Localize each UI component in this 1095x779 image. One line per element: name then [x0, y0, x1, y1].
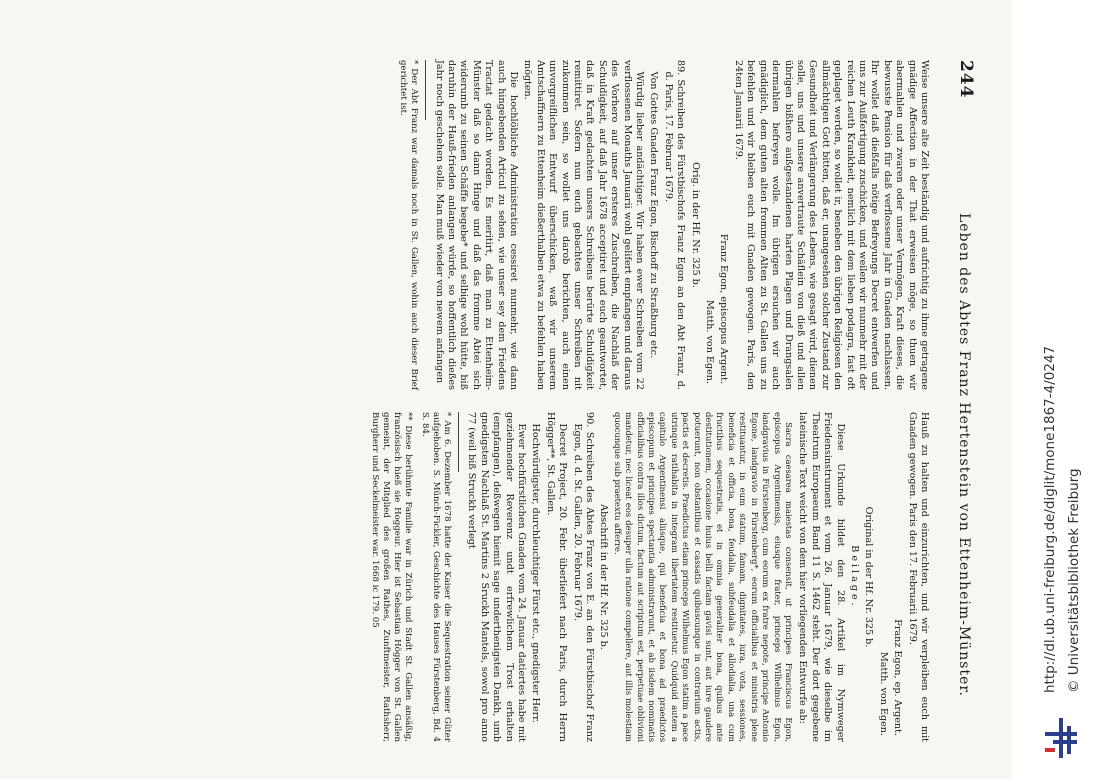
decree-note: Decret Project, 20. Febr. überliefert nach Paris, durch Herrn Högger**, St. Gallen. [544, 412, 569, 742]
running-title: Leben des Abtes Franz Hertenstein von Ettenheim-Münster. [956, 213, 972, 697]
signature: Franz Egon, episcopus Argent. [718, 233, 730, 384]
document-heading-90 [570, 412, 595, 742]
signature-secretary: Matth. von Egen. [704, 299, 716, 384]
source-note: Abschrift in der Hf. Nr. 325 b. [598, 504, 610, 650]
salutation: Hochwürdigster, durchleuchtiger Fürst etc., gnedigster Herr. [530, 423, 542, 723]
document-number: 90. [584, 412, 596, 428]
source-note: Orig. in der Hf. Nr. 325 b. [689, 162, 701, 288]
footnote: ** Diese berühmte Familie war in Zürich und Stadt St. Gallen ansäßig, französisch hieß sie Hoggeur. Hier ist Sebastian Högger von St. Gallen gemeint, der Mitglied des großen Rathes, Zunftmeister, Rathsherr, Burgherr und Seckelmeister war. 1668 ic 179. 05 [369, 412, 413, 742]
page-header [948, 60, 976, 740]
permalink-url[interactable]: http://dl.ub.uni-freiburg.de/diglit/mone1867-4/0247 [1042, 345, 1058, 693]
document-number: 89. [675, 60, 687, 76]
paragraph: Diese Urkunde bildet den 28. Artikel im Nymweger Friedensinstrument et vom 26. Januar 1679, wie dieselbe im Theatrum Europaeum Band 11 S. 1462 steht. Der dort gegebene lateinische Text weicht von dem hier vorliegenden Entwurfe ab: [797, 412, 846, 742]
ub-freiburg-logo-icon [1045, 718, 1077, 758]
paragraph: Die hochlöbliche Administration cessiret nunmehr, wie dann auch hingebenden Articul zu sehen, wie unser sey dem Friedens Tractat gedacht worden. Es meritirt, daß man zu Ettenheim-Münster daß so dann Hinge und daß das fromme Abtei sich widerumb zu seinen Schäffe begebe* und selbige wohl hütte, biß daruhin der Hauß-frieden anlangen würde, so hoffentlich dießes Jahr noch geschehen solle. Man muß wieder von newem anfangen [433, 60, 519, 390]
right-column [367, 412, 930, 742]
left-column [395, 60, 930, 390]
footnote-rule [458, 412, 459, 472]
salutation: Von Gottes Gnaden Franz Egon, Bischoff zu Straßburg etc. [648, 71, 660, 359]
signature-secretary: Matth. von Egen. [877, 651, 889, 736]
source-note: Original in der Hf. Nr. 325 b. [863, 506, 875, 648]
paragraph: Würdig lieber andächtiger. Wir haben ewer Schreiben vom 22 verflossenen Monaths Januarii wohl gelifert empfangen und daraus des Vorhero auf unser ersteres Zuschreiben, die Nachlaß der Schuldigkeit, auf daß Jahr 1678 acceptiret und euch geantwortet, daß in Kraft gedachten unsers Schreibens berürte Schuldigkeit remittiret. Sofern nun euch gebachtes unser Schreiben nit zukommen sein, so wollet uns darob berichten, auch einen unvorgreiflichen Entwurf überschicken, waß wir unserem Amtschaffnern zu Ettenheim dießerthalben etwa zu befehlen haben mögten. [522, 60, 646, 390]
section-heading: Beilage. [848, 545, 860, 609]
footnote: * Der Abt Franz war damals noch in St. Gallen, wohin auch dieser Brief gerichtet ist. [398, 60, 420, 390]
document-heading-89 [661, 60, 686, 390]
document-title: Schreiben des Fürstbischofs Franz Egon an den Abt Franz, d. d. Paris, 17. Februar 1679. [662, 71, 687, 390]
footnote: * Am 6. Dezember 1678 hatte der Kaiser die Sequestration seiner Güter aufgehoben. S. Münch-Fickler, Geschichte des Hauses Fürstenberg, Bd. 4 S. 84. [419, 412, 452, 742]
footnote-rule [425, 60, 426, 120]
latin-text: Sacra caesarea maiestas consensit, ut principes Franciscus Egon, episcopus Argentinensis, eiusque frater, princeps Wilhelmus Egon, landgravius in Fürstenberg, cum eorum ex fratre nepote, principe Antonio Egone, landgravio in Fürstenberg*, eorum officialibus et ministris plene restituantur, in eum statum, famam, dignitates, iura, vota, sessiones, beneficia et officia, bona, feudalia, subfeudalia et allodialia, una cum fructibus sequestratis, et in omnia generaliter bona, quibus ante destitutionem, occasione huius belli factam gavisi sunt, aut iure gaudere potuerunt, non obstantibus et cassatis quibuscunque in contrarium actis, pactis et decretis. Praedictus etiam princeps Wilhelmus Egon statim a pace utrinque ratihabita in integram libertatem restituetur. Quidquid autem a capitulo Argentinensi aliisque, qui beneficia et bona ad praedictos episcopum et principes spectantia administrarunt, et ab iisdem nominatis officialibus contra illos dictum, factum aut scriptum est, perpetuae oblivioni mandetur, nec liceat eos desuper ulla ratione compellere, aut illis molestiam quocunque sub praetextu afferre. [612, 412, 794, 742]
signature: Franz Egon, ep. Argent. [892, 619, 904, 736]
copyright-notice: © Universitätsbibliothek Freiburg [1066, 468, 1082, 693]
paragraph: Weise unsere alte Zeit beständig und aufrichtig zu ihme getragene gnädige Affection in der That erweisen möge, so thuen wir abermahlen und zwaren oder unser Vermögen, Kraft dieses, die bewusste Pension für daß verflossene Jahr in Gnaden nachlassen. Ihr wollet daß dießfalls nötige Befreyungs Decret entwerfen und uns zur Außfertigung zuschicken, und weilen wir nunmehr mit der reichen Leuth Krankheit, nemlich mit dem lieben podagra, fast oft geplaget werden, so wollet ir, beneben den übrigen Religiosen den allmächtigen Gott bitten, daß er, unangesehen solcher Zustand zur Gesundheit und Verlängerung des Lebens, wie gesagt wird, dienen solle, uns und unsere anvertraute Schäflein von dieß und allen übrigen bißhero außgestandenen harten Plagen und Drangsalen dermahlen befreyen wolle. Im übrigen ersuchen wir auch gnädiglich, dem guten alten frommen Alten zu St. Gallen uns zu befehlen und wir bleiben euch mit Gnaden gewogen. Paris, den 24ten Januarii 1679. [732, 60, 930, 390]
document-title: Schreiben des Abtes Franz von E. an den Fürstbischof Franz Egon, d. d. St. Gallen, 20. Februar 1679. [571, 423, 596, 742]
paragraph: Hauß zu halten und einzurichten, und wir verpleiben euch mit Gnaden gewogen. Paris den 17. Februarii 1679. [906, 412, 930, 742]
page-number: 244 [956, 60, 976, 99]
paragraph: Ewer hochfürstlichen Gnaden vom 24. Januar datiertes habe mit geziehmender Reverenz undt erfrewlichem Trost erhalten (empfangen), deßwegen hiemit sage underthenigsten Dankh, umb gnedigsten Nachlaß St. Martins 2 Sruckh Mantels, sowol pro anno 77 (weil biß Struckh verlegt [466, 412, 527, 742]
